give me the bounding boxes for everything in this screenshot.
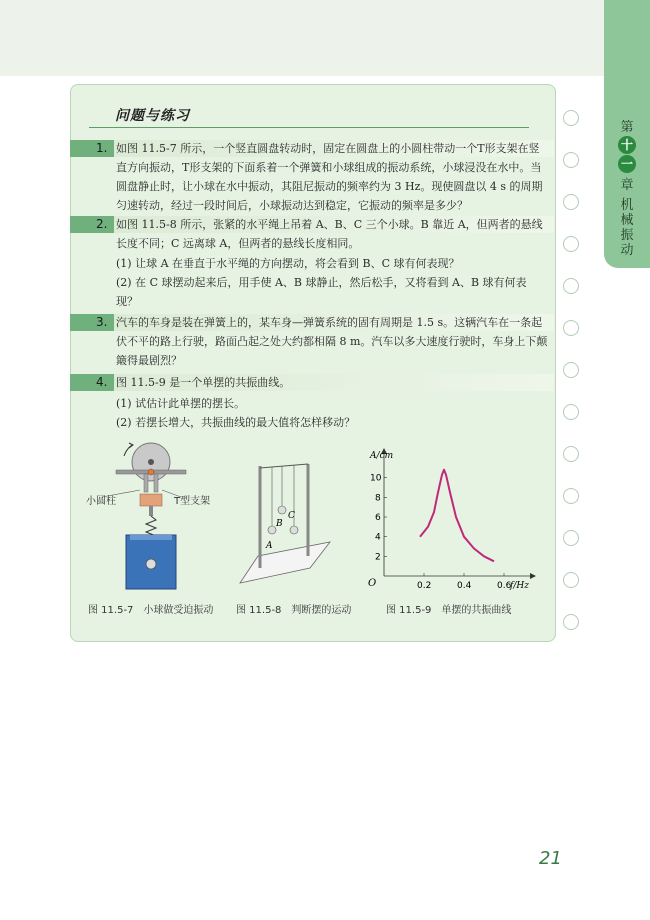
sub-question: (2) 若摆长增大，共振曲线的最大值将怎样移动？ [116,416,356,429]
forced-vibration-diagram [86,440,226,600]
question-text: 如图 11.5-8 所示，张紧的水平绳上吊着 A、B、C 三个小球。B 靠近 A，但两者的悬线长度不同；C 远离球 A，但两者的悬线长度相同。 [116,218,543,250]
label-c: C [288,511,295,521]
binder-ring [563,152,579,168]
x-tick-label: 0.4 [457,581,472,591]
sub-question: (1) 试估计此单摆的摆长。 [116,397,246,410]
label-cylinder: 小圆柱 [86,496,116,507]
section-title: 问题与练习 [115,108,190,124]
x-tick-label: 0.6 [497,581,512,591]
chapter-prefix: 第 [620,120,634,135]
origin-label: O [368,578,377,589]
chapter-suffix: 章 [620,178,634,193]
label-a: A [266,541,273,551]
binder-ring [563,194,579,210]
figure-caption: 图 11.5-8 判断摆的运动 [236,605,352,616]
chapter-number-badge: 十 [618,136,636,154]
question-text: 汽车的车身是装在弹簧上的，某车身—弹簧系统的固有周期是 1.5 s。这辆汽车在一条起伏不平的路上行驶，路面凸起之处大约都相隔 8 m。汽车以多大速度行驶时，车身上下颠簸得最剧烈？ [116,316,548,367]
y-tick-label: 8 [375,493,381,504]
figure-resonance-curve [360,446,540,596]
question-number: 2. [96,217,108,231]
x-axis-label: f/Hz [510,581,529,591]
chapter-tab [604,0,650,268]
pendulums-diagram [230,458,340,588]
binder-ring [563,404,579,420]
question-number: 4. [96,375,108,389]
x-axis-arrow [530,573,536,579]
y-tick-label: 10 [370,473,382,484]
question-number: 1. [96,141,108,155]
question-text: 图 11.5-9 是一个单摆的共振曲线。 [116,376,291,389]
binder-ring [563,110,579,126]
figure-forced-vibration [86,440,226,600]
x-tick-label: 0.2 [417,581,432,591]
sub-question: (2) 在 C 球摆动起来后，用手使 A、B 球静止，然后松手，又将看到 A、B 球有何表现？ [116,276,527,308]
binder-ring [563,446,579,462]
section-header [89,101,529,128]
y-tick-label: 6 [375,513,381,523]
binder-ring [563,530,579,546]
binder-ring [563,320,579,336]
figure-caption: 图 11.5-7 小球做受迫振动 [88,605,214,616]
label-bracket: T型支架 [174,496,211,507]
chapter-title: 机械振动 [620,198,634,258]
question-number: 3. [96,315,108,329]
binder-ring [563,362,579,378]
top-band [0,0,650,76]
label-b: B [276,519,283,529]
y-tick-label: 4 [375,532,381,543]
binder-ring [563,614,579,630]
question-text: 如图 11.5-7 所示，一个竖直圆盘转动时，固定在圆盘上的小圆柱带动一个T形支架在竖直方向振动，T形支架的下面系着一个弹簧和小球组成的振动系统，小球浸没在水中。当圆盘静止时，让小球在水中振动，其阻尼振动的频率约为 3 Hz。现使圆盘以 4 s 的周期匀速转动，经过一段时间后，小球振动达到稳定，它振动的频率是多少？ [116,142,543,212]
y-tick-label: 2 [375,552,381,563]
binder-ring [563,488,579,504]
binder-ring [563,236,579,252]
resonance-chart [360,446,540,596]
sub-question: (1) 让球 A 在垂直于水平绳的方向摆动，将会看到 B、C 球有何表现？ [116,257,460,270]
y-axis-label: A/cm [370,451,394,461]
resonance-curve-line [420,470,494,562]
figure-caption: 图 11.5-9 单摆的共振曲线 [386,605,512,616]
binder-ring [563,572,579,588]
page-number: 21 [539,848,562,869]
figure-pendulums [230,458,340,588]
binder-ring [563,278,579,294]
chapter-number-badge: 一 [618,155,636,173]
